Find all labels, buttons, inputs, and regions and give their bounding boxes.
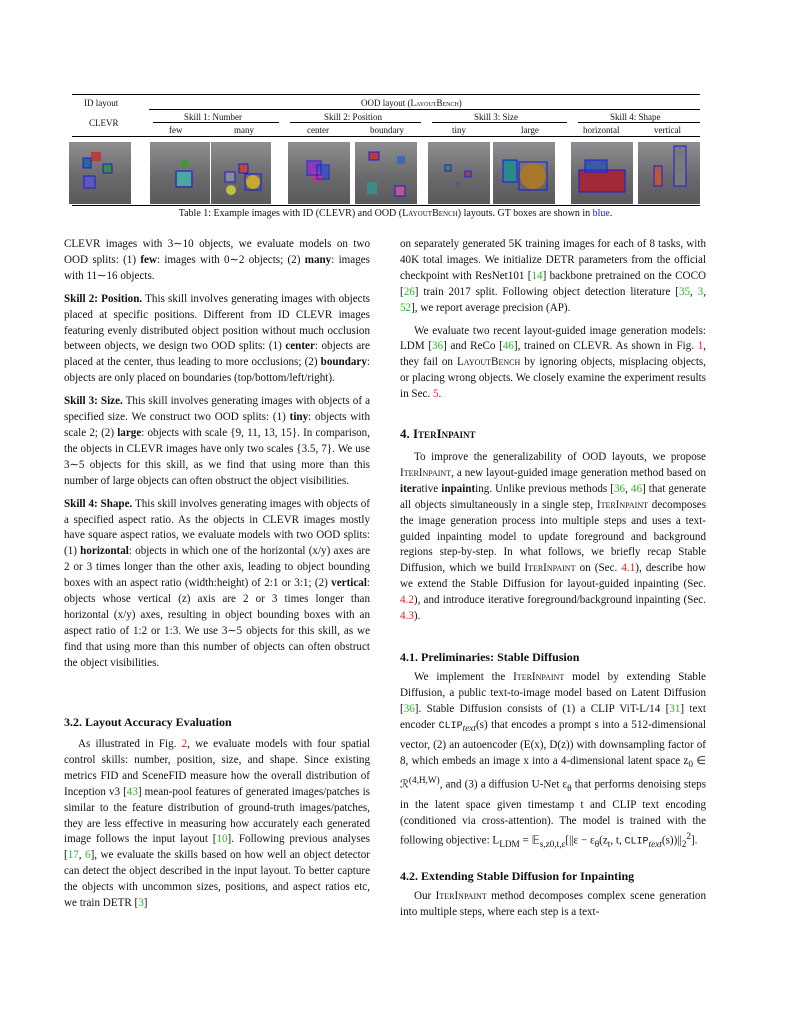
example-image-tiny xyxy=(428,142,490,204)
ref-3b-link[interactable]: 3 xyxy=(697,285,704,298)
section-4-2-heading: 4.2. Extending Stable Diffusion for Inpainting xyxy=(400,869,635,883)
ref-46b-link[interactable]: 46 xyxy=(630,482,642,495)
example-image-boundary xyxy=(355,142,417,204)
split-horizontal: horizontal xyxy=(583,125,620,135)
preliminaries-paragraph: We implement the IterInpaint model by extending Stable Diffusion, a public text-to-image model based on Latent Diffusion [36]. Stable Diffusion consists of (1) a CLIP ViT-L/14 [31] text encoder $CLIP_{text}(s)$ that encodes a prompt s into a 512-dimensional vector, (2) an autoencoder (E(x), D(z)) with downsampling factor of 8, which embeds an image x into a 4-dimensional latent space $z_0$ ∈ ℛ$^{(4,H,W)}$, and (3) a diffusion U-Net $\varepsilon_\theta$ that performs denoising steps in the latent space given timestamp t and CLIP text encoding (conditioned via cross-attention). The model is trained with the following objective: $L_{LDM}$ = 𝔼$_{s,z0,t,\varepsilon}$[||ε − $\varepsilon_\theta(z_t$, t, $CLIP_{text}(s))||_2^2$]. xyxy=(400,671,707,850)
ref-10-link[interactable]: 10 xyxy=(216,833,228,846)
ref-46-link[interactable]: 46 xyxy=(502,340,514,353)
ref-6-link[interactable]: 6 xyxy=(85,849,91,862)
sec5-link[interactable]: 5 xyxy=(432,388,439,401)
ref-26-link[interactable]: 26 xyxy=(403,285,415,298)
fig1-link[interactable]: 1 xyxy=(697,340,704,353)
skill1-header: Skill 1: Number xyxy=(184,112,242,122)
iterinpaint-paragraph: To improve the generalizability of OOD layouts, we propose IterInpaint, a new layout-guided image generation method based on iterative inpainting. Unlike previous methods [36, 46] that generate all objects simultaneously in a single step, IterInpaint decomposes the image generation process into multiple steps and uses a text-guided inpainting model to update foreground and background regions step-by-step. In what follows, we briefly recap Stable Diffusion, which we build IterInpaint on (Sec. 4.1), describe how we extend the Stable Diffusion for layout-guided inpainting (Sec. 4.2), and introduce iterative foreground/background inpainting (Sec. 4.3). xyxy=(400,451,707,623)
example-image-many xyxy=(211,142,271,204)
sec42-link[interactable]: 4.2 xyxy=(400,594,414,607)
detr-paragraph: on separately generated 5K training images for each of 8 tasks, with 40K total images. We initialize DETR parameters from the official checkpoint with ResNet101 [14] backbone pretrained on the COCO [26] train 2017 split. Following object detection literature [35, 3, 52], we report average precision (AP). xyxy=(400,238,706,314)
ref-43-link[interactable]: 43 xyxy=(126,785,138,798)
skill2-header: Skill 2: Position xyxy=(324,112,383,122)
skill4-paragraph: Skill 4: Shape. This skill involves generating images with objects of a specified aspect ratio. As the objects in CLEVR images mostly have square aspect ratios, we evaluate models with two OOD splits: (1) horizontal: objects in which one of the horizontal (x/y) axes are 2 or 3 times longer than the other axis, leading to object bounding boxes with an aspect ratio (width:height) of 2:1 or 3:1; (2) vertical: objects whose vertical (z) axis are 2 or 3 times longer than horizontal (x/y) axes, resulting in object bounding boxes with an aspect ratio of 1:2 or 1:3. We use 3∼5 objects for this skill, as we find that using more than this number of objects can often obstruct the object visibilities. xyxy=(64,497,370,669)
ref-36-link[interactable]: 36 xyxy=(432,340,444,353)
split-center: center xyxy=(307,125,329,135)
split-large: large xyxy=(521,125,539,135)
models-paragraph: We evaluate two recent layout-guided image generation models: LDM [36] and ReCo [46], trained on CLEVR. As shown in Fig. 1, they fail on LayoutBench by ignoring objects, misplacing objects, or placing wrong objects. We closely examine the experiment results in Sec. 5. xyxy=(400,324,707,401)
ref-52-link[interactable]: 52 xyxy=(400,301,412,314)
extending-paragraph: Our IterInpaint method decomposes complex scene generation into multiple steps, where each step is a text- xyxy=(400,890,706,918)
split-vertical: vertical xyxy=(654,125,681,135)
split-tiny: tiny xyxy=(452,125,467,135)
example-image-vertical xyxy=(638,142,700,204)
ref-36b-link[interactable]: 36 xyxy=(613,482,626,495)
example-image-horizontal xyxy=(571,142,633,204)
ref-17-link[interactable]: 17 xyxy=(67,849,79,862)
sec43-link[interactable]: 4.3 xyxy=(400,610,414,623)
ref-35-link[interactable]: 35 xyxy=(678,285,691,298)
number-splits-paragraph: CLEVR images with 3∼10 objects, we evaluate models on two OOD splits: (1) few: images with 0∼2 objects; (2) many: images with 11∼16 objects. xyxy=(64,238,371,282)
ref-14-link[interactable]: 14 xyxy=(531,269,543,282)
ref-3-link[interactable]: 3 xyxy=(138,897,144,910)
fig2-link[interactable]: 2 xyxy=(181,738,188,750)
clevr-header: CLEVR xyxy=(89,118,119,128)
example-image-clevr xyxy=(69,142,131,204)
skill4-header: Skill 4: Shape xyxy=(610,112,661,122)
example-image-few xyxy=(150,142,210,204)
skill3-header: Skill 3: Size xyxy=(474,112,519,122)
skill3-paragraph: Skill 3: Size. This skill involves generating images with objects of a specified size. We construct two OOD splits: (1) tiny: objects with scale 2; (2) large: objects with scale {9, 11, 13, 15}. In comparison, the objects in CLEVR images have only two scales {3.5, 7}. We use 3∼5 objects for this skill, as we find that using more than this number of large objects can often obstruct the object visibilities. xyxy=(64,395,370,487)
evaluation-paragraph: As illustrated in Fig. 2, we evaluate models with four spatial control skills: number, position, size, and shape. Since existing metrics FID and SceneFID measure how the overall distribution of Inception v3 [43] mean-pool features of generated images/patches is similar to the feature distribution of ground-truth images/patches, they are less effective in measuring how accurately each generated image follows the input layout [10]. Following previous analyses [17, 6], we evaluate the skills based on how well an object detector can detect the object described in the input layout. To better capture the objects with uncommon sizes, positions, and aspect ratios etc, we train DETR [3] xyxy=(64,738,371,910)
section-4-heading: 4. IterInpaint xyxy=(400,426,476,441)
table-caption: Table 1: Example images with ID (CLEVR) and OOD (LayoutBench) layouts. GT boxes are shown in blue. xyxy=(178,208,613,219)
ref-36c-link[interactable]: 36 xyxy=(403,702,415,715)
example-image-large xyxy=(493,142,555,204)
right-column-top xyxy=(400,237,706,410)
split-boundary: boundary xyxy=(370,125,404,135)
left-column xyxy=(64,237,370,679)
ref-31-link[interactable]: 31 xyxy=(669,702,681,715)
example-image-center xyxy=(288,142,350,204)
id-layout-header: ID layout xyxy=(84,98,119,108)
skill2-paragraph: Skill 2: Position. This skill involves generating images with objects placed at specific positions. Different from ID CLEVR images featuring evenly distributed object position without much occlusion between objects, we design two OOD splits: (1) center: objects are placed at the center, thus leading to more occlusions; (2) boundary: objects are only placed on boundaries (top/bottom/left/right). xyxy=(64,292,370,385)
ood-layout-header: OOD layout (LayoutBench) xyxy=(361,98,462,108)
section-3-2-heading: 3.2. Layout Accuracy Evaluation xyxy=(64,715,232,729)
split-few: few xyxy=(169,125,183,135)
section-4-1-heading: 4.1. Preliminaries: Stable Diffusion xyxy=(400,650,580,664)
sec41-link[interactable]: 4.1 xyxy=(621,562,636,575)
split-many: many xyxy=(234,125,254,135)
